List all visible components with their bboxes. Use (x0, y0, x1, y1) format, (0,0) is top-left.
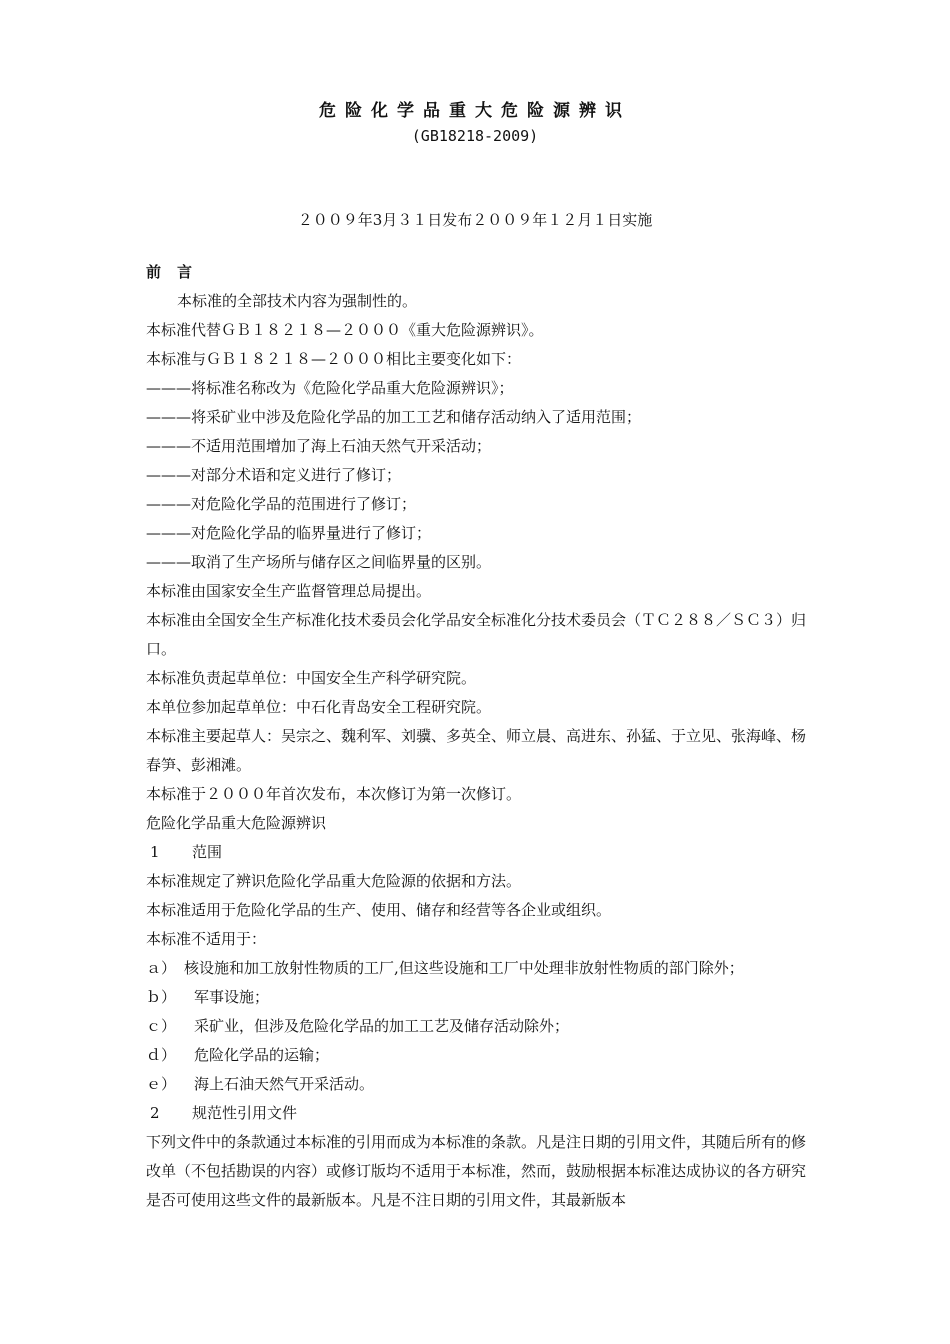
list-item-label: ｂ） (146, 988, 177, 1006)
foreword-heading: 前言 (146, 263, 209, 281)
body-title: 危险化学品重大危险源辨识 (146, 814, 327, 832)
history-line: 本标准于２０００年首次发布，本次修订为第一次修订。 (146, 785, 522, 803)
list-item-text: 采矿业，但涉及危险化学品的加工工艺及储存活动除外； (194, 1017, 570, 1035)
foreword-line: 本标准由国家安全生产监督管理总局提出。 (146, 582, 432, 600)
change-item: ———将采矿业中涉及危险化学品的加工工艺和储存活动纳入了适用范围； (146, 408, 642, 426)
change-item: ———取消了生产场所与储存区之间临界量的区别。 (146, 553, 492, 571)
scope-line: 本标准适用于危险化学品的生产、使用、储存和经营等各企业或组织。 (146, 901, 612, 919)
standard-code: (GB18218-2009) (411, 127, 539, 145)
foreword-line: 本标准与ＧＢ１８２１８—２０００相比主要变化如下： (146, 350, 522, 368)
change-item: ———对部分术语和定义进行了修订； (146, 466, 402, 484)
change-item: ———对危险化学品的临界量进行了修订； (146, 524, 432, 542)
list-item (146, 1041, 820, 1070)
change-item: ———将标准名称改为《危险化学品重大危险源辨识》； (146, 379, 514, 397)
list-item-label: ｄ） (146, 1046, 177, 1064)
list-item-label: ａ） (146, 959, 177, 977)
drafters-paragraph: 本标准主要起草人：吴宗之、魏利军、刘骥、多英全、师立晨、高进东、孙猛、于立见、张海峰、杨春笋、彭湘滩。 (146, 727, 807, 774)
change-item: ———不适用范围增加了海上石油天然气开采活动； (146, 437, 492, 455)
list-item-text: 海上石油天然气开采活动。 (194, 1075, 375, 1093)
foreword-line: 本标准负责起草单位：中国安全生产科学研究院。 (146, 669, 477, 687)
document-body (146, 258, 820, 1215)
change-item: ———对危险化学品的范围进行了修订； (146, 495, 417, 513)
list-item-text: 军事设施； (194, 988, 270, 1006)
list-item-label: ｃ） (146, 1017, 177, 1035)
list-item (146, 954, 820, 983)
section-number: 2 (150, 1104, 160, 1122)
foreword-line: 本单位参加起草单位：中石化青岛安全工程研究院。 (146, 698, 492, 716)
scope-line: 本标准规定了辨识危险化学品重大危险源的依据和方法。 (146, 872, 522, 890)
publication-dates: ２００９年3月３１日发布２００９年１２月１日实施 (297, 211, 653, 229)
section-title: 范围 (192, 843, 223, 861)
list-item (146, 1070, 820, 1099)
committee-paragraph: 本标准由全国安全生产标准化技术委员会化学品安全标准化分技术委员会（ＴＣ２８８／ＳＣ３）归口。 (146, 611, 807, 658)
references-paragraph: 下列文件中的条款通过本标准的引用而成为本标准的条款。凡是注日期的引用文件，其随后所有的修改单（不包括勘误的内容）或修订版均不适用于本标准，然而，鼓励根据本标准达成协议的各方研究是否可使用这些文件的最新版本。凡是不注日期的引用文件，其最新版本 (146, 1133, 807, 1209)
list-item (146, 1012, 820, 1041)
list-item (146, 983, 820, 1012)
foreword-line: 本标准的全部技术内容为强制性的。 (177, 292, 418, 310)
section-heading (146, 1099, 820, 1128)
document-title: 危险化学品重大危险源辨识 (319, 101, 631, 121)
list-item-text: 核设施和加工放射性物质的工厂,但这些设施和工厂中处理非放射性物质的部门除外； (184, 959, 744, 977)
scope-line: 本标准不适用于： (146, 930, 267, 948)
section-heading (146, 838, 820, 867)
section-title: 规范性引用文件 (192, 1104, 298, 1122)
list-item-text: 危险化学品的运输； (194, 1046, 330, 1064)
foreword-line: 本标准代替ＧＢ１８２１８—２０００《重大危险源辨识》。 (146, 321, 544, 339)
list-item-label: ｅ） (146, 1075, 177, 1093)
section-number: 1 (150, 843, 160, 861)
